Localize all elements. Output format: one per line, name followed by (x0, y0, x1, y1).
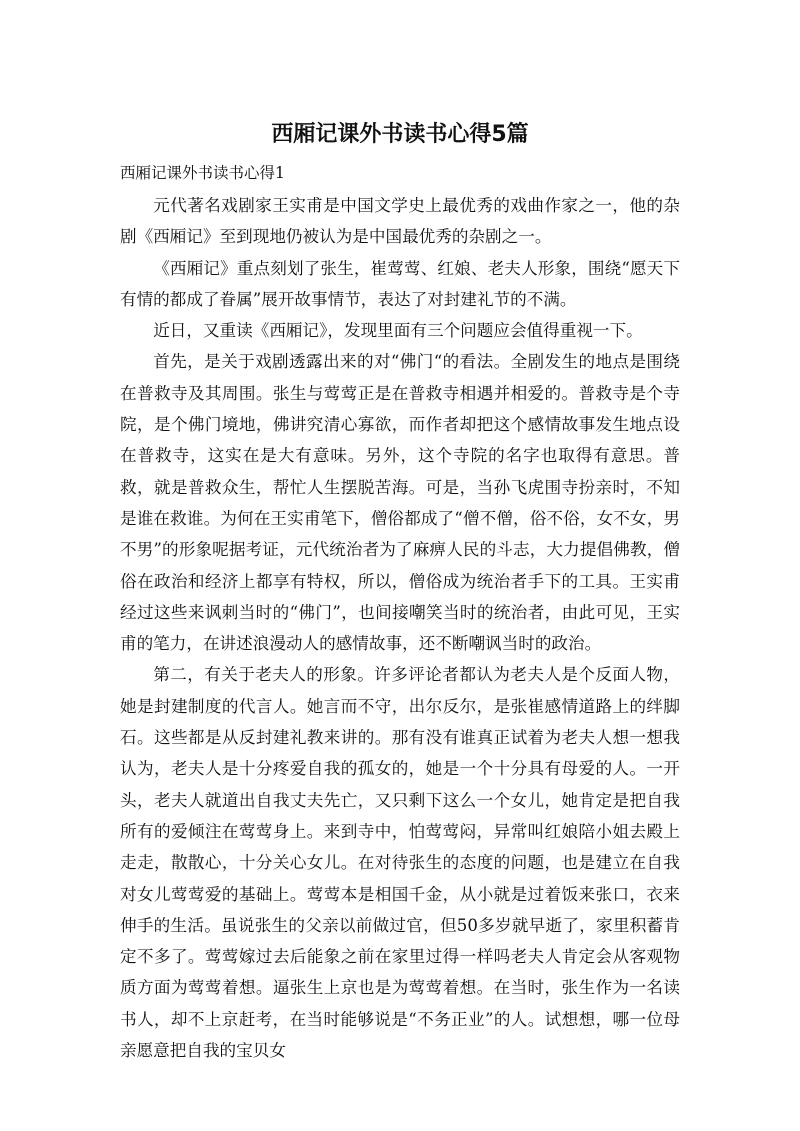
paragraph-buddhism: 首先，是关于戏剧透露出来的对“佛门“的看法。全剧发生的地点是围绕在普救寺及其周围。张生与莺莺正是在普救寺相遇并相爱的。普救寺是个寺院，是个佛门境地，佛讲究清心寡欲，而作者却把这个感情故事发生地点设在普救寺，这实在是大有意味。另外，这个寺院的名字也取得有意思。普救，就是普救众生，帮忙人生摆脱苦海。可是，当孙飞虎围寺扮亲时，不知是谁在救谁。为何在王实甫笔下，僧俗都成了“僧不僧，俗不俗，女不女，男不男”的形象呢据考证，元代统治者为了麻痹人民的斗志，大力提倡佛教，僧俗在政治和经济上都享有特权，所以，僧俗成为统治者手下的工具。王实甫经过这些来讽刺当时的“佛门”，也间接嘲笑当时的统治者，由此可见，王实甫的笔力，在讲述浪漫动人的感情故事，还不断嘲讽当时的政治。 (120, 352, 680, 654)
paragraph-reread: 近日，又重读《西厢记》，发现里面有三个问题应会值得重视一下。 (153, 321, 643, 341)
document-title: 西厢记课外书读书心得5篇 (271, 122, 529, 147)
section-subtitle: 西厢记课外书读书心得1 (120, 164, 285, 182)
document-body (120, 162, 680, 1066)
paragraph-intro: 元代著名戏剧家王实甫是中国文学史上最优秀的戏曲作家之一，他的杂剧《西厢记》至到现地仍被认为是中国最优秀的杂剧之一。 (120, 196, 680, 247)
paragraph-old-lady: 第二，有关于老夫人的形象。许多评论者都认为老夫人是个反面人物，她是封建制度的代言人。她言而不守，出尔反尔，是张崔感情道路上的绊脚石。这些都是从反封建礼教来讲的。那有没有谁真正试着为老夫人想一想我认为，老夫人是十分疼爱自我的孤女的，她是一个十分具有母爱的人。一开头，老夫人就道出自我丈夫先亡，又只剩下这么一个女儿，她肯定是把自我所有的爱倾注在莺莺身上。来到寺中，怕莺莺闷，异常叫红娘陪小姐去殿上走走，散散心，十分关心女儿。在对待张生的态度的问题，也是建立在自我对女儿莺莺爱的基础上。莺莺本是相国千金，从小就是过着饭来张口，衣来伸手的生活。虽说张生的父亲以前做过官，但50多岁就早逝了，家里积蓄肯定不多了。莺莺嫁过去后能象之前在家里过得一样吗老夫人肯定会从客观物质方面为莺莺着想。逼张生上京也是为莺莺着想。在当时，张生作为一名读书人，却不上京赶考，在当时能够说是“不务正业”的人。试想想，哪一位母亲愿意把自我的宝贝女 (120, 665, 680, 1061)
paragraph-characters: 《西厢记》重点刻划了张生，崔莺莺、红娘、老夫人形象，围绕“愿天下有情的都成了眷属”展开故事情节，表达了对封建礼节的不满。 (120, 258, 680, 309)
